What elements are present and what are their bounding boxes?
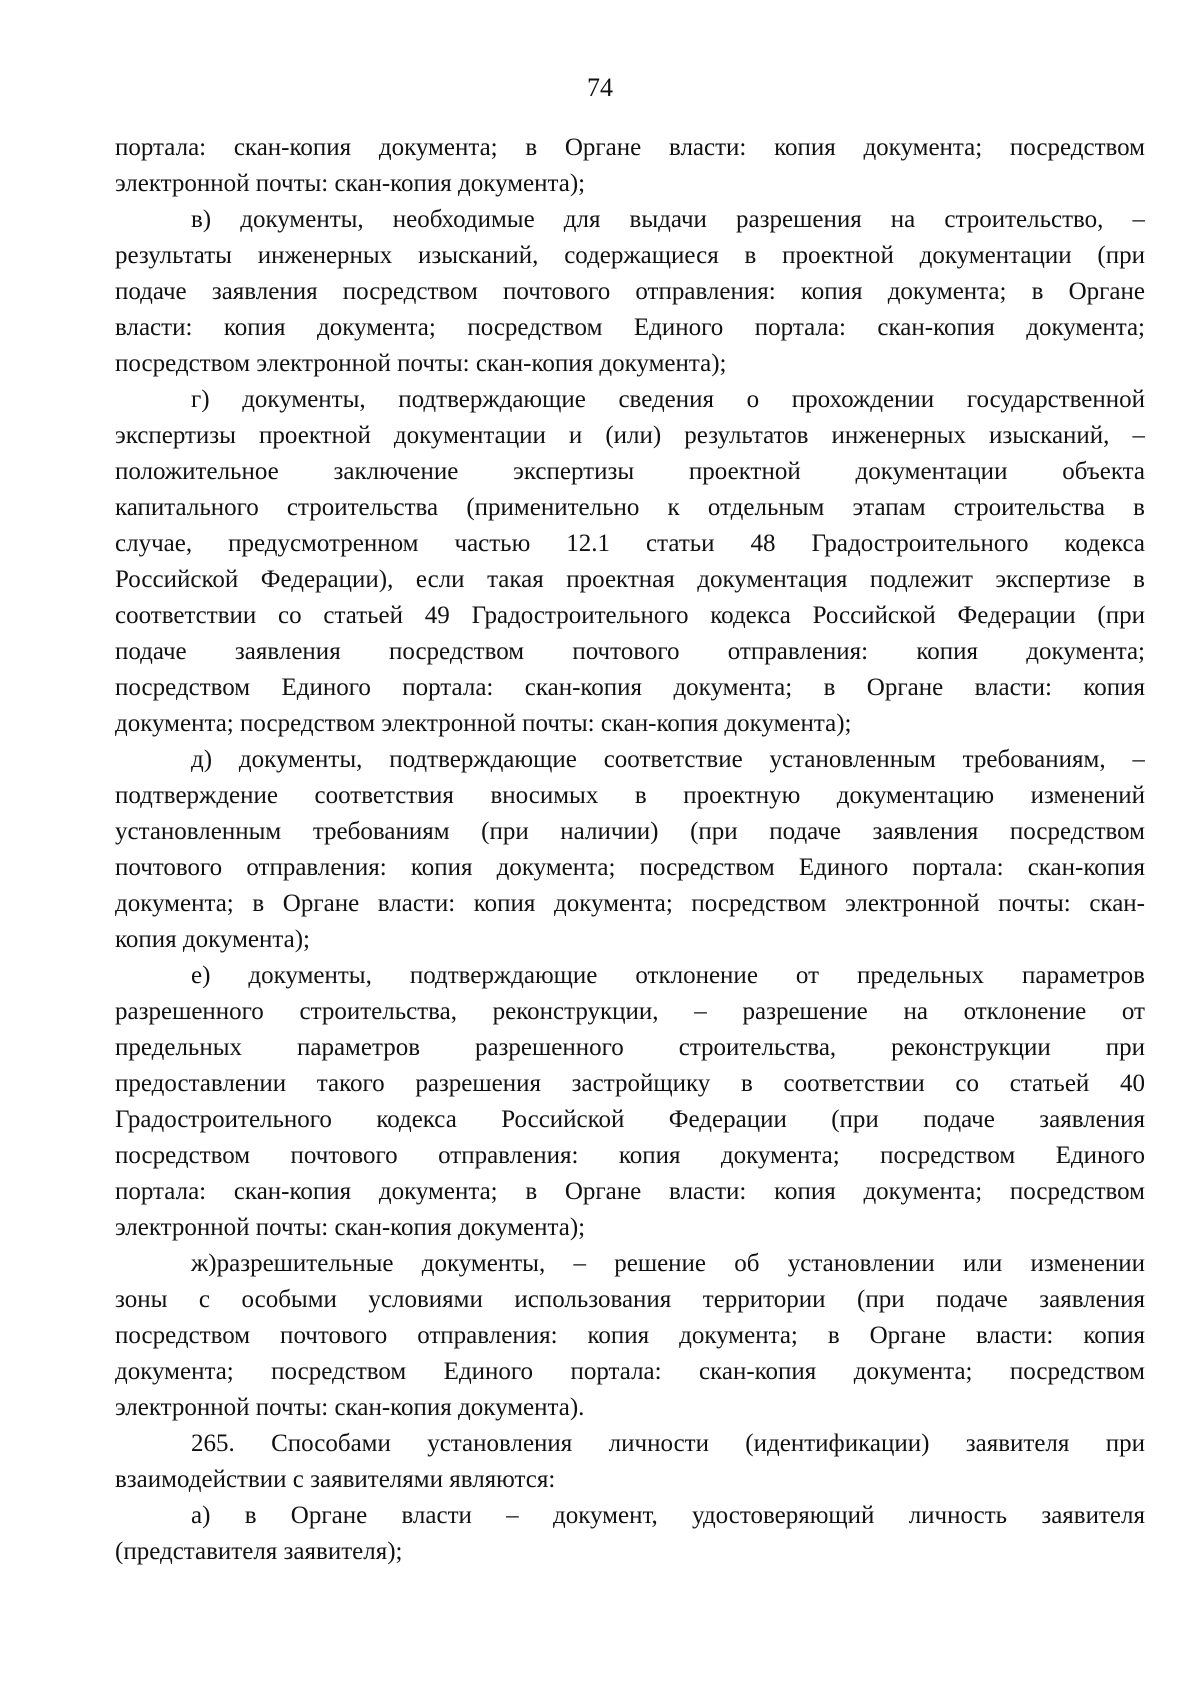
text-line: установленным требованиям (при наличии) (при подаче заявления посредством	[115, 818, 1145, 845]
text-line: портала: скан-копия документа; в Органе власти: копия документа; посредством	[115, 134, 1145, 161]
text-line: почтового отправления: копия документа; посредством Единого портала: скан-копия	[115, 854, 1145, 881]
text-line: зоны с особыми условиями использования территории (при подаче заявления	[115, 1286, 1145, 1313]
text-line: электронной почты: скан-копия документа);	[115, 170, 586, 197]
text-line: е) документы, подтверждающие отклонение от предельных параметров	[191, 962, 1145, 989]
text-line: подаче заявления посредством почтового отправления: копия документа;	[115, 638, 1145, 665]
document-body	[115, 130, 1145, 1570]
text-line: результаты инженерных изысканий, содержащиеся в проектной документации (при	[115, 242, 1145, 269]
text-line: разрешенного строительства, реконструкции, – разрешение на отклонение от	[115, 998, 1145, 1025]
text-line: случае, предусмотренном частью 12.1 статьи 48 Градостроительного кодекса	[115, 530, 1145, 557]
text-line: предоставлении такого разрешения застройщику в соответствии со статьей 40	[115, 1070, 1145, 1097]
text-line: экспертизы проектной документации и (или) результатов инженерных изысканий, –	[115, 422, 1145, 449]
text-line: капитального строительства (применительно к отдельным этапам строительства в	[115, 494, 1145, 521]
text-line: посредством Единого портала: скан-копия документа; в Органе власти: копия	[115, 674, 1145, 701]
text-line: ж)разрешительные документы, – решение об установлении или изменении	[191, 1250, 1145, 1277]
text-line: копия документа);	[115, 926, 310, 953]
text-line: посредством почтового отправления: копия документа; посредством Единого	[115, 1142, 1145, 1169]
text-line: документа; посредством электронной почты: скан-копия документа);	[115, 710, 852, 737]
text-line: подаче заявления посредством почтового отправления: копия документа; в Органе	[115, 278, 1145, 305]
text-line: взаимодействии с заявителями являются:	[115, 1466, 556, 1493]
text-line: портала: скан-копия документа; в Органе власти: копия документа; посредством	[115, 1178, 1145, 1205]
text-line: положительное заключение экспертизы проектной документации объекта	[115, 458, 1145, 485]
text-line: власти: копия документа; посредством Единого портала: скан-копия документа;	[115, 314, 1145, 341]
text-line: подтверждение соответствия вносимых в проектную документацию изменений	[115, 782, 1145, 809]
text-line: Градостроительного кодекса Российской Федерации (при подаче заявления	[115, 1106, 1145, 1133]
text-line: посредством почтового отправления: копия документа; в Органе власти: копия	[115, 1322, 1145, 1349]
text-line: 265. Способами установления личности (идентификации) заявителя при	[191, 1430, 1145, 1457]
text-line: документа; в Органе власти: копия документа; посредством электронной почты: скан-	[115, 890, 1145, 917]
text-line: в) документы, необходимые для выдачи разрешения на строительство, –	[191, 206, 1145, 233]
text-line: (представителя заявителя);	[115, 1538, 403, 1565]
text-line: документа; посредством Единого портала: скан-копия документа; посредством	[115, 1358, 1145, 1385]
text-line: посредством электронной почты: скан-копия документа);	[115, 350, 727, 377]
text-line: а) в Органе власти – документ, удостоверяющий личность заявителя	[191, 1502, 1145, 1529]
text-line: соответствии со статьей 49 Градостроительного кодекса Российской Федерации (при	[115, 602, 1145, 629]
text-line: предельных параметров разрешенного строительства, реконструкции при	[115, 1034, 1145, 1061]
text-line: электронной почты: скан-копия документа);	[115, 1214, 586, 1241]
text-line: г) документы, подтверждающие сведения о прохождении государственной	[191, 386, 1145, 413]
text-line: Российской Федерации), если такая проектная документация подлежит экспертизе в	[115, 566, 1145, 593]
page-number: 74	[587, 73, 613, 102]
text-line: электронной почты: скан-копия документа).	[115, 1394, 585, 1421]
text-line: д) документы, подтверждающие соответствие установленным требованиям, –	[191, 746, 1145, 773]
